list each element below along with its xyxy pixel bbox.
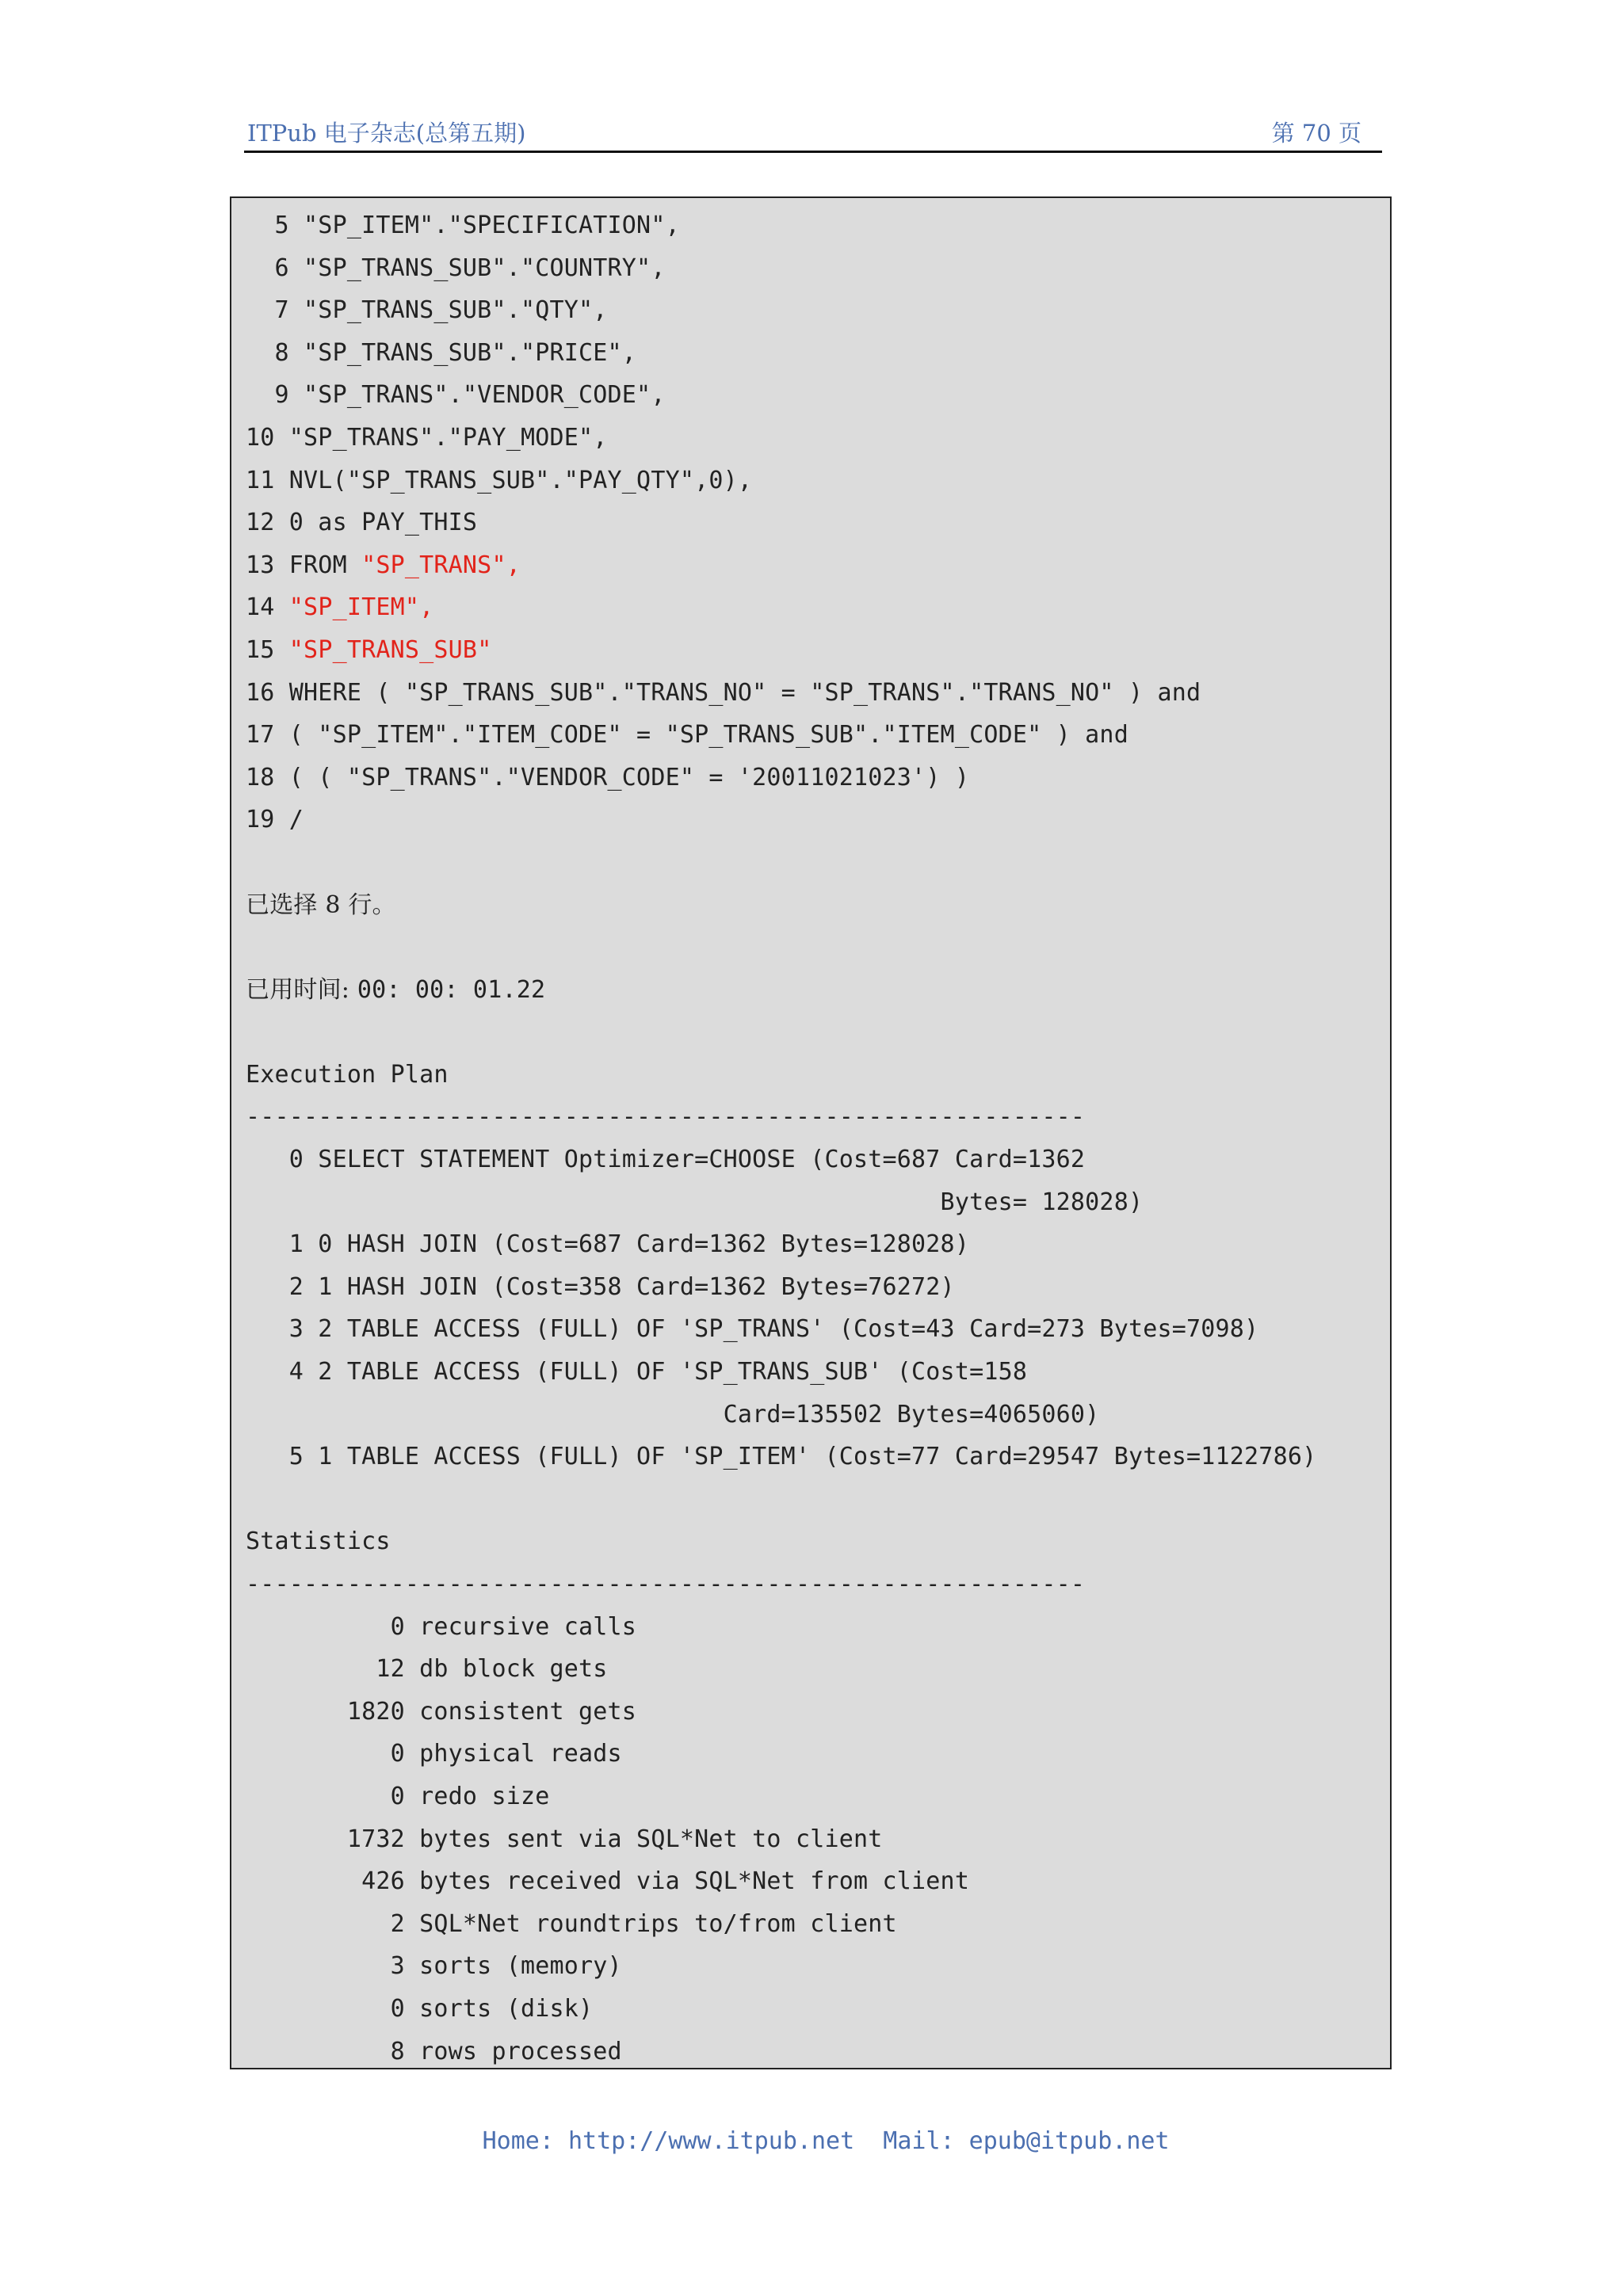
code-line (246, 586, 1382, 629)
code-text: 17 ( "SP_ITEM"."ITEM_CODE" = "SP_TRANS_SUB"."ITEM_CODE" ) and (246, 721, 1128, 749)
code-line (246, 1223, 1382, 1266)
code-line (246, 926, 1382, 969)
code-line (246, 1011, 1382, 1054)
code-text: 7 "SP_TRANS_SUB"."QTY", (246, 296, 608, 325)
code-text: 1732 bytes sent via SQL*Net to client (246, 1825, 883, 1853)
code-line (246, 1138, 1382, 1181)
code-text: ---------------------------------------------------------- (246, 1570, 1086, 1598)
code-line (246, 1096, 1382, 1138)
code-line (246, 247, 1382, 290)
code-line (246, 204, 1382, 247)
code-highlight: "SP_ITEM", (288, 593, 434, 622)
code-line (246, 332, 1382, 375)
code-line (246, 1606, 1382, 1649)
code-text: 9 "SP_TRANS"."VENDOR_CODE", (246, 381, 666, 410)
code-line (246, 1266, 1382, 1309)
code-text: 0 SELECT STATEMENT Optimizer=CHOOSE (Cost=687 Card=1362 (246, 1146, 1086, 1174)
code-text: 8 rows processed (246, 2037, 622, 2065)
code-line (246, 1054, 1382, 1097)
code-line (246, 2031, 1382, 2069)
code-text: 0 recursive calls (246, 1612, 637, 1641)
code-text: Statistics (246, 1527, 391, 1556)
code-text: 12 db block gets (246, 1655, 608, 1684)
code-text: Execution Plan (246, 1060, 449, 1089)
page-header (244, 116, 1382, 151)
footer-contact: Home: http://www.itpub.net Mail: epub@itpub.net (482, 2127, 1170, 2155)
page-footer (0, 2100, 1623, 2155)
code-line (246, 1394, 1382, 1436)
code-line (246, 1351, 1382, 1394)
code-text: 19 / (246, 806, 304, 834)
code-text: ---------------------------------------------------------- (246, 1103, 1086, 1131)
code-line (246, 374, 1382, 417)
code-text: 5 "SP_ITEM"."SPECIFICATION", (246, 212, 680, 239)
code-text: 2 1 HASH JOIN (Cost=358 Card=1362 Bytes=76272) (246, 1272, 955, 1301)
code-text: 3 2 TABLE ACCESS (FULL) OF 'SP_TRANS' (Cost=43 Card=273 Bytes=7098) (246, 1315, 1259, 1344)
code-line (246, 714, 1382, 757)
code-line (246, 757, 1382, 799)
code-highlight: "SP_TRANS_SUB" (288, 635, 492, 664)
header-divider (244, 151, 1382, 153)
code-text: 1820 consistent gets (246, 1697, 637, 1726)
code-line (246, 544, 1382, 587)
code-line (246, 460, 1382, 502)
code-text: Card=135502 Bytes=4065060) (246, 1400, 1100, 1428)
code-text: 8 "SP_TRANS_SUB"."PRICE", (246, 338, 637, 367)
code-line (246, 417, 1382, 460)
magazine-title: ITPub 电子杂志(总第五期) (247, 120, 526, 147)
code-line (246, 1903, 1382, 1946)
code-text: 00: 00: 01.22 (357, 975, 546, 1004)
code-highlight: "SP_TRANS", (361, 551, 521, 579)
code-text: 10 "SP_TRANS"."PAY_MODE", (246, 423, 608, 452)
code-line (246, 969, 1382, 1012)
code-text: Bytes= 128028) (246, 1188, 1144, 1216)
code-text: 0 physical reads (246, 1740, 622, 1768)
code-line (246, 1181, 1382, 1224)
code-line (246, 629, 1382, 672)
code-line (246, 289, 1382, 332)
code-text: 1 0 HASH JOIN (Cost=687 Card=1362 Bytes=128028) (246, 1230, 970, 1259)
code-line (246, 1775, 1382, 1818)
code-line (246, 1436, 1382, 1478)
code-line (246, 1563, 1382, 1606)
code-text: 6 "SP_TRANS_SUB"."COUNTRY", (246, 254, 666, 282)
page-number: 第 70 页 (1271, 120, 1361, 147)
code-listing-box (230, 196, 1392, 2069)
code-line (246, 1945, 1382, 1988)
code-text: 15 (246, 635, 289, 664)
code-text: 426 bytes received via SQL*Net from client (246, 1867, 970, 1896)
code-text: 14 (246, 593, 289, 622)
code-text: 2 SQL*Net roundtrips to/from client (246, 1909, 897, 1938)
code-text: 18 ( ( "SP_TRANS"."VENDOR_CODE" = '20011021023') ) (246, 763, 970, 791)
code-line (246, 799, 1382, 841)
code-text: 已用时间: (246, 975, 357, 1004)
code-line (246, 1818, 1382, 1861)
code-text: 11 NVL("SP_TRANS_SUB"."PAY_QTY",0), (246, 466, 753, 494)
code-line (246, 1648, 1382, 1691)
code-text: 已选择 8 行。 (246, 891, 396, 919)
code-listing (246, 204, 1382, 2069)
code-line (246, 1691, 1382, 1733)
code-line (246, 884, 1382, 927)
code-text: 0 redo size (246, 1782, 550, 1810)
code-text: 16 WHERE ( "SP_TRANS_SUB"."TRANS_NO" = "SP_TRANS"."TRANS_NO" ) and (246, 678, 1201, 707)
code-line (246, 1308, 1382, 1351)
code-text: 4 2 TABLE ACCESS (FULL) OF 'SP_TRANS_SUB' (Cost=158 (246, 1358, 1028, 1386)
code-line (246, 1478, 1382, 1521)
code-line (246, 841, 1382, 884)
code-text: 5 1 TABLE ACCESS (FULL) OF 'SP_ITEM' (Cost=77 Card=29547 Bytes=1122786) (246, 1443, 1317, 1471)
code-line (246, 1733, 1382, 1775)
code-text: 3 sorts (memory) (246, 1952, 622, 1981)
code-line (246, 1988, 1382, 2031)
code-line (246, 672, 1382, 715)
code-text: 0 sorts (disk) (246, 1994, 594, 2023)
code-line (246, 1520, 1382, 1563)
code-text: 13 FROM (246, 551, 362, 579)
code-text: 12 0 as PAY_THIS (246, 509, 478, 537)
code-line (246, 502, 1382, 544)
code-line (246, 1860, 1382, 1903)
